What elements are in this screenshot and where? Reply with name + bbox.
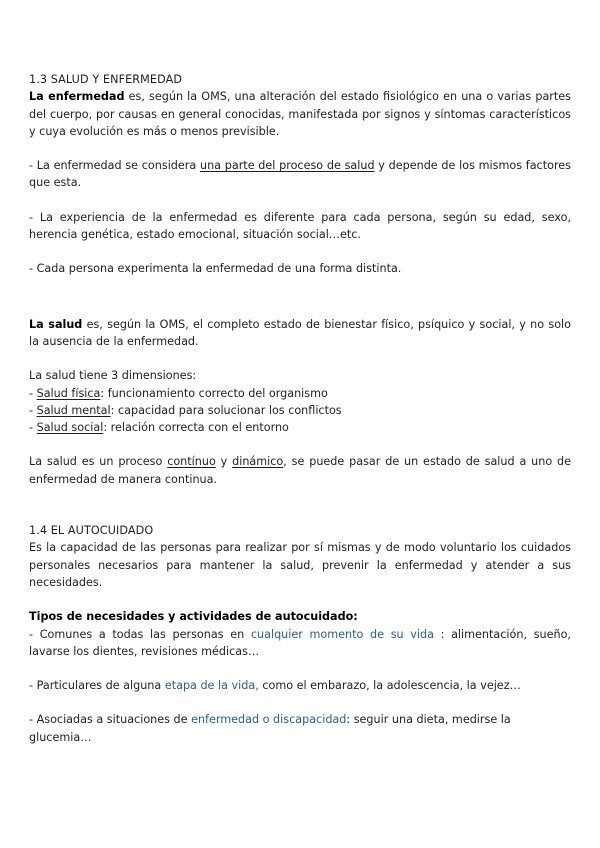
process-mid: y <box>215 455 233 469</box>
dimension-desc: : relación correcta con el entorno <box>103 421 289 435</box>
bullet-1-suffix: y depende de los mismos factores que esta. <box>29 159 572 190</box>
dimension-desc: : capacidad para solucionar los conflictos <box>110 403 342 417</box>
enfermedad-bullet-2: - La experiencia de la enfermedad es diferente para cada persona, según su edad, sexo, herencia genética, estado emocional, situación social…etc. <box>29 210 571 242</box>
section-heading-salud-enfermedad: 1.3 SALUD Y ENFERMEDAD <box>29 73 183 86</box>
type-1-prefix: - Comunes a todas las personas en <box>29 627 251 641</box>
type-3-highlight: enfermedad o discapacidad <box>191 713 347 727</box>
dimension-prefix: - <box>29 386 37 400</box>
type-3-prefix: - Asociadas a situaciones de <box>29 713 192 727</box>
type-3-suffix: : seguir una dieta, medirse la glucemia… <box>29 713 511 744</box>
autocuidado-definition: Es la capacidad de las personas para realizar por sí mismas y de modo voluntario los cuidados personales necesarios para mantener la salud, prevenir la enfermedad y atender a sus necesidades. <box>29 541 571 589</box>
salud-process-paragraph <box>29 453 571 488</box>
enfermedad-bullet-3: - Cada persona experimenta la enfermedad de una forma distinta. <box>29 262 402 276</box>
enfermedad-definition <box>29 88 571 140</box>
type-2-prefix: - Particulares de alguna <box>29 679 165 693</box>
salud-term: La salud <box>29 317 83 331</box>
enfermedad-term: La enfermedad <box>29 90 125 104</box>
dimension-prefix: - <box>29 403 37 417</box>
dimension-term: Salud mental <box>36 403 111 417</box>
bullet-1-underlined: una parte del proceso de salud <box>199 159 375 173</box>
enfermedad-bullet-1 <box>29 157 571 192</box>
salud-definition-text: es, según la OMS, el completo estado de bienestar físico, psíquico y social, y no solo la ausencia de la enfermedad. <box>29 317 571 348</box>
document-page <box>29 71 571 746</box>
types-title-text: Tipos de necesidades y actividades de autocuidado: <box>29 610 358 624</box>
dimension-prefix: - <box>29 421 37 435</box>
process-term-dinamico: dinámico <box>232 455 284 469</box>
process-term-continuo: contínuo <box>167 455 216 469</box>
process-prefix: La salud es un proceso <box>29 455 168 469</box>
type-1-highlight: cualquier momento de su vida <box>250 627 434 641</box>
enfermedad-definition-text: es, según la OMS, una alteración del estado fisiológico en una o varias partes del cuerpo, por causas en general conocidas, manifestada por signos y síntomas característicos y cuya evolución es más o menos previsible. <box>29 90 571 138</box>
dimensions-intro: La salud tiene 3 dimensiones: <box>29 369 197 383</box>
process-suffix: , se puede pasar de un estado de salud a uno de enfermedad de manera continua. <box>29 455 571 486</box>
dimension-desc: : funcionamiento correcto del organismo <box>100 386 328 400</box>
dimension-item-social <box>29 419 571 436</box>
dimension-term: Salud social <box>36 421 104 435</box>
type-item-comunes <box>29 626 571 661</box>
dimension-item-fisica <box>29 385 571 402</box>
section-heading-autocuidado: 1.4 EL AUTOCUIDADO <box>29 524 154 538</box>
salud-definition <box>29 316 571 351</box>
bullet-1-prefix: - La enfermedad se considera <box>29 159 200 173</box>
types-title <box>29 608 571 625</box>
type-item-asociadas <box>29 711 571 746</box>
type-2-highlight: etapa de la vida, <box>164 679 259 693</box>
dimension-term: Salud física <box>36 386 101 400</box>
type-1-suffix: : alimentación, sueño, lavarse los dientes, revisiones médicas… <box>29 627 571 658</box>
dimension-item-mental <box>29 402 571 419</box>
type-item-particulares <box>29 677 571 694</box>
type-2-suffix: como el embarazo, la adolescencia, la vejez… <box>258 679 521 693</box>
